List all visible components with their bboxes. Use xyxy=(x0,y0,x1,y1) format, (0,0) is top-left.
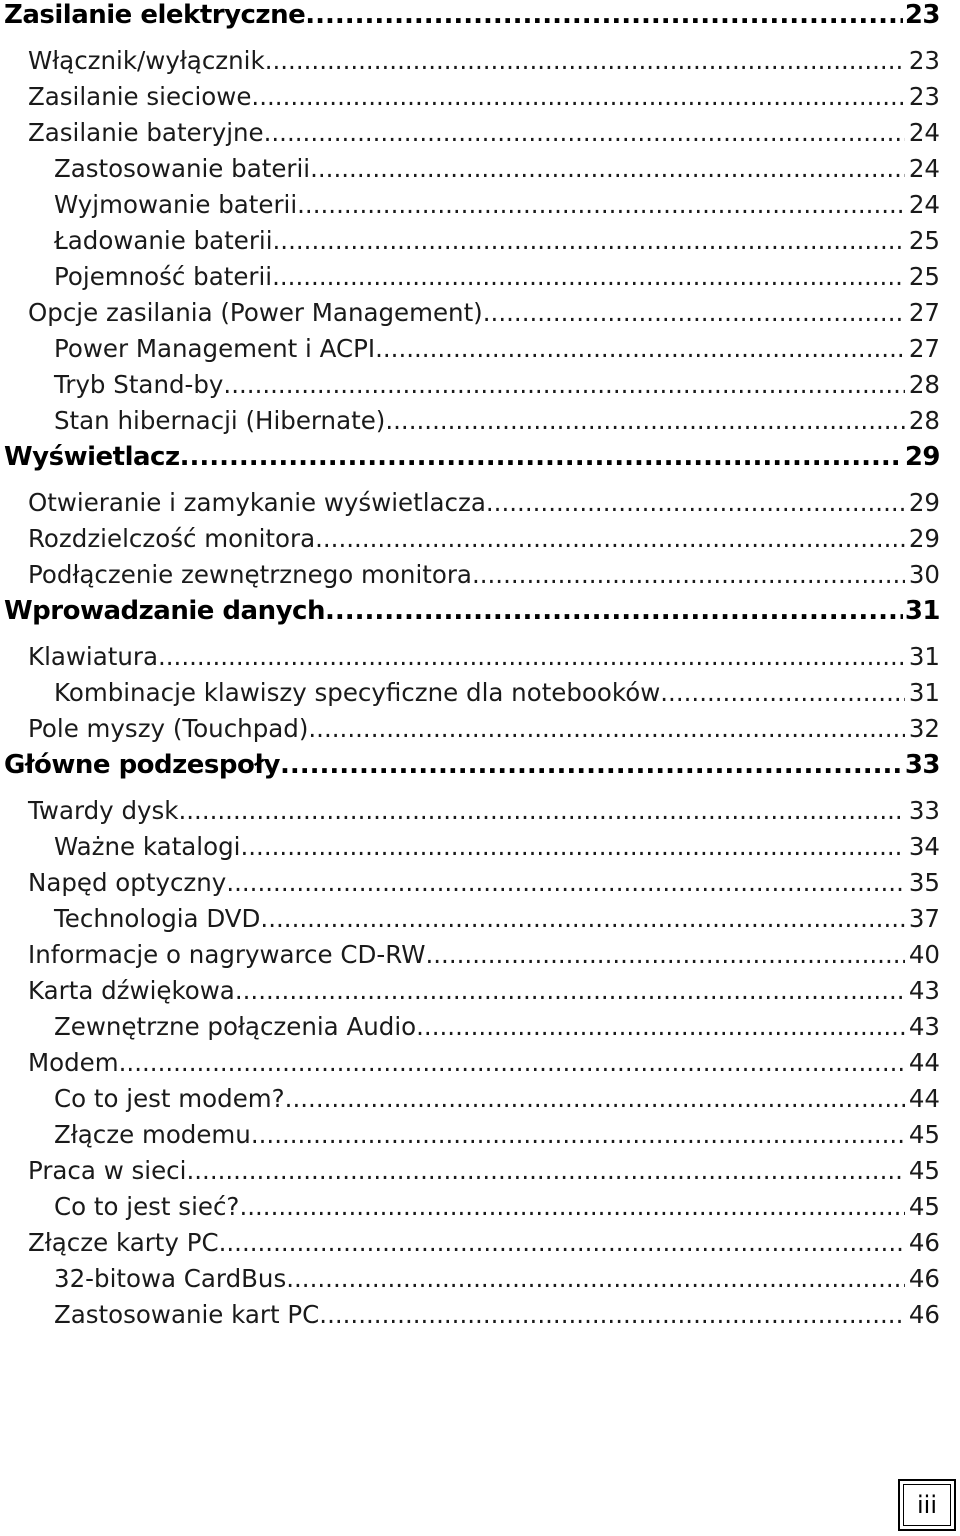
toc-leader-dots xyxy=(226,868,905,897)
toc-leader-dots xyxy=(219,1228,905,1257)
toc-entry[interactable] xyxy=(0,1084,940,1120)
toc-entry[interactable] xyxy=(0,298,940,334)
toc-entry-title: Informacje o nagrywarce CD-RW xyxy=(28,940,426,969)
toc-leader-dots xyxy=(305,0,903,30)
toc-entry-page: 23 xyxy=(908,46,940,75)
toc-entry-page: 33 xyxy=(904,750,940,780)
toc-entry-page: 31 xyxy=(908,642,940,671)
toc-leader-dots xyxy=(285,1084,905,1113)
toc-leader-dots xyxy=(308,714,904,743)
toc-leader-dots xyxy=(416,1012,905,1041)
toc-entry-title: Klawiatura xyxy=(28,642,158,671)
toc-chapter-entry[interactable] xyxy=(0,0,940,46)
toc-entry-page: 32 xyxy=(908,714,940,743)
toc-entry-page: 43 xyxy=(908,976,940,1005)
toc-leader-dots xyxy=(486,488,905,517)
toc-entry[interactable] xyxy=(0,642,940,678)
toc-leader-dots xyxy=(239,1192,904,1221)
toc-entry-title: Rozdzielczość monitora xyxy=(28,524,316,553)
toc-entry[interactable] xyxy=(0,370,940,406)
toc-entry[interactable] xyxy=(0,560,940,596)
toc-entry[interactable] xyxy=(0,904,940,940)
toc-entry[interactable] xyxy=(0,1264,940,1300)
toc-entry-page: 45 xyxy=(908,1156,940,1185)
toc-leader-dots xyxy=(286,1264,905,1293)
toc-entry-title: Co to jest sieć? xyxy=(54,1192,240,1221)
toc-entry[interactable] xyxy=(0,1048,940,1084)
toc-entry-title: Opcje zasilania (Power Management) xyxy=(28,298,483,327)
toc-entry-page: 30 xyxy=(908,560,940,589)
toc-entry[interactable] xyxy=(0,118,940,154)
toc-leader-dots xyxy=(483,298,905,327)
toc-leader-dots xyxy=(280,750,903,780)
toc-entry-title: Pojemność baterii xyxy=(54,262,273,291)
toc-leader-dots xyxy=(119,1048,905,1077)
toc-entry-page: 29 xyxy=(908,524,940,553)
toc-entry-title: Praca w sieci xyxy=(28,1156,187,1185)
toc-entry-page: 46 xyxy=(908,1264,940,1293)
toc-entry-title: Zewnętrzne połączenia Audio xyxy=(54,1012,417,1041)
toc-entry-title: Modem xyxy=(28,1048,119,1077)
toc-entry-page: 33 xyxy=(908,796,940,825)
toc-entry-title: Główne podzespoły xyxy=(4,750,280,780)
toc-entry-title: Podłączenie zewnętrznego monitora xyxy=(28,560,472,589)
toc-entry[interactable] xyxy=(0,1156,940,1192)
toc-entry-title: 32-bitowa CardBus xyxy=(54,1264,287,1293)
toc-entry-title: Ładowanie baterii xyxy=(54,226,273,255)
toc-chapter-entry[interactable] xyxy=(0,750,940,796)
page-number: iii xyxy=(916,1491,937,1519)
toc-leader-dots xyxy=(178,796,904,825)
toc-entry-page: 35 xyxy=(908,868,940,897)
page-number-box xyxy=(898,1479,956,1531)
toc-entry-title: Kombinacje klawiszy specyficzne dla notebooków xyxy=(54,678,661,707)
toc-entry[interactable] xyxy=(0,488,940,524)
toc-leader-dots xyxy=(385,406,904,435)
toc-entry-title: Zastosowanie kart PC xyxy=(54,1300,320,1329)
toc-entry-page: 25 xyxy=(908,262,940,291)
toc-entry-title: Stan hibernacji (Hibernate) xyxy=(54,406,386,435)
toc-entry-page: 43 xyxy=(908,1012,940,1041)
toc-leader-dots xyxy=(251,82,904,111)
toc-chapter-entry[interactable] xyxy=(0,442,940,488)
toc-entry-title: Wprowadzanie danych xyxy=(4,596,325,626)
toc-entry[interactable] xyxy=(0,832,940,868)
toc-entry-title: Co to jest modem? xyxy=(54,1084,285,1113)
toc-entry-title: Zasilanie sieciowe xyxy=(28,82,252,111)
toc-leader-dots xyxy=(375,334,905,363)
toc-entry-title: Otwieranie i zamykanie wyświetlacza xyxy=(28,488,486,517)
toc-entry[interactable] xyxy=(0,714,940,750)
toc-entry[interactable] xyxy=(0,406,940,442)
toc-leader-dots xyxy=(425,940,904,969)
toc-entry[interactable] xyxy=(0,262,940,298)
toc-leader-dots xyxy=(240,832,904,861)
toc-leader-dots xyxy=(260,904,904,933)
toc-leader-dots xyxy=(660,678,905,707)
toc-leader-dots xyxy=(325,596,903,626)
toc-entry-page: 31 xyxy=(908,678,940,707)
toc-leader-dots xyxy=(315,524,905,553)
toc-entry[interactable] xyxy=(0,1300,940,1336)
toc-entry-title: Tryb Stand-by xyxy=(54,370,224,399)
toc-entry-title: Power Management i ACPI xyxy=(54,334,376,363)
toc-entry-page: 37 xyxy=(908,904,940,933)
toc-entry-page: 23 xyxy=(904,0,940,30)
toc-entry-title: Złącze karty PC xyxy=(28,1228,219,1257)
toc-entry[interactable] xyxy=(0,1192,940,1228)
toc-entry-page: 44 xyxy=(908,1084,940,1113)
toc-entry-title: Twardy dysk xyxy=(28,796,179,825)
toc-entry[interactable] xyxy=(0,82,940,118)
toc-leader-dots xyxy=(186,1156,904,1185)
toc-leader-dots xyxy=(273,226,905,255)
toc-entry-page: 46 xyxy=(908,1300,940,1329)
toc-entry-title: Technologia DVD xyxy=(54,904,261,933)
toc-entry[interactable] xyxy=(0,796,940,832)
toc-entry-page: 40 xyxy=(908,940,940,969)
toc-entry-title: Karta dźwiękowa xyxy=(28,976,235,1005)
toc-entry-page: 24 xyxy=(908,118,940,147)
toc-entry-title: Zasilanie bateryjne xyxy=(28,118,264,147)
toc-entry-page: 45 xyxy=(908,1192,940,1221)
toc-entry-page: 29 xyxy=(904,442,940,472)
toc-entry-page: 28 xyxy=(908,370,940,399)
toc-entry-page: 27 xyxy=(908,334,940,363)
toc-entry-title: Wyświetlacz xyxy=(4,442,180,472)
toc-entry-title: Zastosowanie baterii xyxy=(54,154,311,183)
toc-leader-dots xyxy=(264,118,905,147)
toc-leader-dots xyxy=(472,560,905,589)
toc-entry[interactable] xyxy=(0,524,940,560)
toc-entry-page: 24 xyxy=(908,154,940,183)
toc-entry-page: 31 xyxy=(904,596,940,626)
toc-entry-title: Ważne katalogi xyxy=(54,832,241,861)
toc-entry-page: 29 xyxy=(908,488,940,517)
toc-entry-title: Złącze modemu xyxy=(54,1120,251,1149)
toc-entry[interactable] xyxy=(0,334,940,370)
toc-entry[interactable] xyxy=(0,190,940,226)
toc-leader-dots xyxy=(158,642,905,671)
toc-entry-title: Zasilanie elektryczne xyxy=(4,0,306,30)
toc-entry[interactable] xyxy=(0,154,940,190)
toc-leader-dots xyxy=(319,1300,905,1329)
toc-entry-page: 24 xyxy=(908,190,940,219)
toc-chapter-entry[interactable] xyxy=(0,596,940,642)
toc-leader-dots xyxy=(297,190,905,219)
toc-entry[interactable] xyxy=(0,46,940,82)
toc-entry[interactable] xyxy=(0,868,940,904)
toc-leader-dots xyxy=(265,46,905,75)
toc-entry-page: 44 xyxy=(908,1048,940,1077)
toc-entry-page: 25 xyxy=(908,226,940,255)
toc-entry-title: Napęd optyczny xyxy=(28,868,227,897)
toc-entry[interactable] xyxy=(0,1228,940,1264)
toc-entry-page: 34 xyxy=(908,832,940,861)
toc-entry-page: 23 xyxy=(908,82,940,111)
toc-entry-title: Wyjmowanie baterii xyxy=(54,190,298,219)
toc-leader-dots xyxy=(223,370,904,399)
toc-leader-dots xyxy=(310,154,905,183)
toc-entry[interactable] xyxy=(0,1120,940,1156)
toc-entry-page: 28 xyxy=(908,406,940,435)
toc-entry-page: 27 xyxy=(908,298,940,327)
toc-entry[interactable] xyxy=(0,976,940,1012)
toc-leader-dots xyxy=(272,262,905,291)
toc-entry[interactable] xyxy=(0,940,940,976)
toc-entry-title: Włącznik/wyłącznik xyxy=(28,46,265,75)
toc-entry-title: Pole myszy (Touchpad) xyxy=(28,714,309,743)
toc-entry-page: 46 xyxy=(908,1228,940,1257)
toc-leader-dots xyxy=(251,1120,905,1149)
toc-entry[interactable] xyxy=(0,226,940,262)
toc-entry-page: 45 xyxy=(908,1120,940,1149)
toc-leader-dots xyxy=(235,976,905,1005)
toc-entry[interactable] xyxy=(0,678,940,714)
toc-entry[interactable] xyxy=(0,1012,940,1048)
toc-leader-dots xyxy=(180,442,903,472)
